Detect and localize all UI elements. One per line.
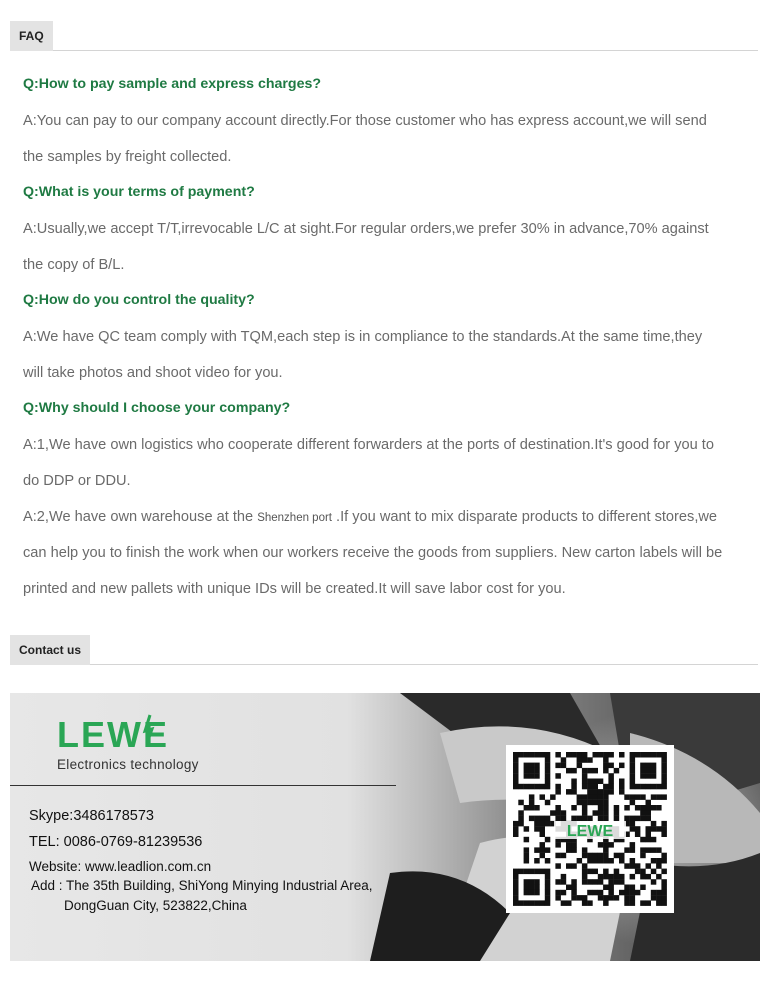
qr-logo-text: LEWE xyxy=(566,823,614,840)
faq-question-2: Q:What is your terms of payment? xyxy=(23,184,255,200)
faq-answer-4-line-1: A:1,We have own logistics who cooperate different forwarders at the ports of destination.It's good for you to xyxy=(23,437,714,453)
lewe-logo xyxy=(57,713,207,753)
qr-code-image xyxy=(506,745,674,913)
address-value: The 35th Building, ShiYong Minying Industrial Area, xyxy=(66,878,373,893)
contact-tab: Contact us xyxy=(10,635,90,665)
faq-answer-2-line-1: A:Usually,we accept T/T,irrevocable L/C at sight.For regular orders,we prefer 30% in advance,70% against xyxy=(23,221,709,237)
faq-answer-3-line-2: will take photos and shoot video for you. xyxy=(23,365,283,381)
address-line-2: DongGuan City, 523822,China xyxy=(64,898,247,913)
faq-answer-5-line-3: printed and new pallets with unique IDs will be created.It will save labor cost for you. xyxy=(23,581,566,597)
faq-answer-1-line-1: A:You can pay to our company account directly.For those customer who has express account,we will send xyxy=(23,113,707,129)
answer-text: A:2,We have own warehouse at the xyxy=(23,509,258,525)
tel-value: 0086-0769-81239536 xyxy=(63,834,203,850)
contact-section-header xyxy=(10,635,758,665)
faq-answer-3-line-1: A:We have QC team comply with TQM,each step is in compliance to the standards.At the same time,they xyxy=(23,329,703,345)
address-line-1 xyxy=(31,878,372,893)
faq-answer-4-line-2: do DDP or DDU. xyxy=(23,473,131,489)
skype-text: Skype:3486178573 xyxy=(29,808,154,824)
qr-code xyxy=(506,745,674,913)
faq-section-header xyxy=(10,21,758,51)
port-name: Shenzhen port xyxy=(257,512,332,524)
address-label: Add : xyxy=(31,878,67,893)
answer-text: .If you want to mix disparate products to different stores,we xyxy=(332,509,718,525)
tel-label: TEL: xyxy=(29,834,64,850)
website-text: Website: www.leadlion.com.cn xyxy=(29,859,212,874)
logo-subtitle: Electronics technology xyxy=(57,757,199,772)
faq-tab: FAQ xyxy=(10,21,53,51)
tel-text xyxy=(29,834,202,850)
faq-answer-2-line-2: the copy of B/L. xyxy=(23,257,125,273)
faq-question-4: Q:Why should I choose your company? xyxy=(23,400,291,416)
contact-banner xyxy=(10,693,760,961)
faq-question-1: Q:How to pay sample and express charges? xyxy=(23,76,322,92)
logo-divider xyxy=(10,785,396,786)
faq-question-3: Q:How do you control the quality? xyxy=(23,292,255,308)
faq-answer-5-line-2: can help you to finish the work when our workers receive the goods from suppliers. New carton labels will be xyxy=(23,545,723,561)
faq-answer-5-line-1 xyxy=(23,509,717,525)
logo-text: LEWE xyxy=(57,714,169,753)
faq-answer-1-line-2: the samples by freight collected. xyxy=(23,149,232,165)
